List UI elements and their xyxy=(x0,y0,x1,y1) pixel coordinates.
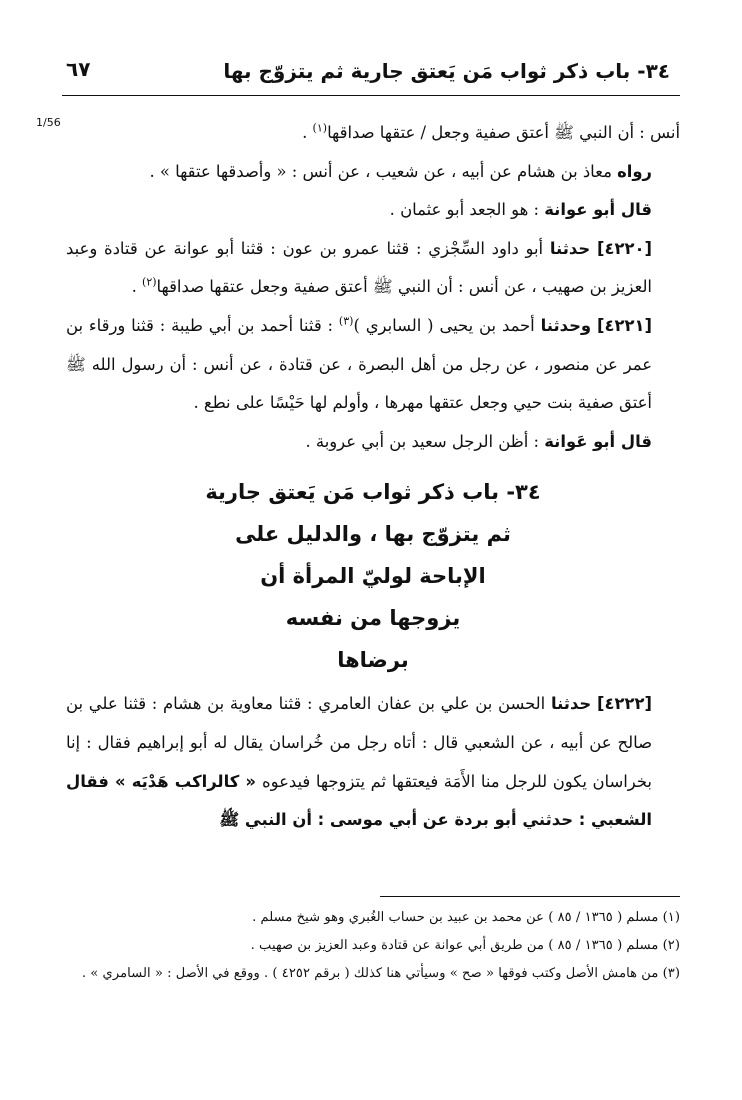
footnote-3: (٣) من هامش الأصل وكتب فوقها « صح » وسيأتي هنا كذلك ( برقم ٤٢٥٢ ) . ووقع في الأصل : « السامري » . xyxy=(81,966,680,981)
hadith-number: [٤٢٢٢] xyxy=(596,694,652,714)
lead-word: وحدثنا xyxy=(540,315,592,335)
text-run: « كالراكب هَدْيَه » فقال الشعبي : حدثني أبو بردة عن أبي موسى : أن النبي ﷺ xyxy=(66,771,652,830)
paragraph-abu-awana-2 xyxy=(66,423,680,462)
chapter-heading-line: ثم يتزوّج بها ، والدليل على xyxy=(235,522,511,547)
footnote-rule xyxy=(380,896,680,897)
main-text xyxy=(66,114,680,840)
hadith-4222 xyxy=(66,685,680,839)
text-run: معاذ بن هشام عن أبيه ، عن شعيب ، عن أنس : « وأصدقها عتقها » . xyxy=(149,161,618,181)
paragraph-abu-awana-1 xyxy=(66,191,680,230)
chapter-heading-line: برضاها xyxy=(337,648,409,673)
chapter-heading-line: الإباحة لوليّ المرأة أن xyxy=(260,564,486,589)
hadith-4221 xyxy=(66,307,680,423)
text-run: الحسن بن علي بن عفان العامري : قثنا معاوية بن هشام : قثنا علي بن صالح عن أبيه ، عن الشعبي قال : أتاه رجل من خُراسان يقال له أبو إبراهيم فقال : إنا بخراسان يكون للرجل منا الأَمَة فيعتقها ثم يتزوجها فيدعوه xyxy=(66,694,652,791)
footnotes xyxy=(66,904,680,988)
lead-word: حدثنا xyxy=(549,238,591,258)
lead-word: قال أبو عوانة xyxy=(544,200,652,220)
text-run: : أظن الرجل سعيد بن أبي عروبة . xyxy=(305,431,545,451)
lead-word: قال أبو عَوانة xyxy=(544,431,652,451)
running-header-title: ٣٤- باب ذكر ثواب مَن يَعتق جارية ثم يتزوّج بها xyxy=(223,59,670,83)
text-run: أبو داود السِّجْزي : قثنا عمرو بن عون : قثنا أبو عوانة عن قتادة وعبد العزيز بن صهيب ، عن أنس : أن النبي ﷺ أعتق صفية وجعل عتقها صداقها xyxy=(66,238,652,297)
hadith-number: [٤٢٢١] xyxy=(596,315,652,335)
footnote-ref-2[interactable]: (٢) xyxy=(142,275,157,289)
hadith-4220 xyxy=(66,230,680,307)
footnote-2: (٢) مسلم ( ١٣٦٥ / ٨٥ ) من طريق أبي عوانة عن قتادة وعبد العزيز بن صهيب . xyxy=(250,938,680,953)
chapter-heading xyxy=(66,471,680,681)
text-run: : هو الجعد أبو عثمان . xyxy=(389,200,545,220)
text-run: أنس : أن النبي ﷺ أعتق صفية وجعل / عتقها صداقها xyxy=(327,123,680,142)
text-run: أحمد بن يحيى ( السابري ) xyxy=(353,315,541,335)
header-rule xyxy=(62,95,680,96)
footnote-1: (١) مسلم ( ١٣٦٥ / ٨٥ ) عن محمد بن عبيد بن حساب الغُبري وهو شيخ مسلم . xyxy=(252,910,680,925)
lead-word: حدثنا xyxy=(550,694,592,714)
footnote-ref-1[interactable]: (١) xyxy=(312,121,328,135)
text-run: : قثنا أحمد بن أبي طيبة : قثنا ورقاء بن عمر عن منصور ، عن رجل من أهل البصرة ، عن قتادة ، عن أنس : أن رسول الله ﷺ أعتق صفية بنت حيي وجعل عتقها مهرها ، وأولم لها حَيْسًا على نطع . xyxy=(66,315,652,413)
lead-word: رواه xyxy=(617,161,652,181)
page-number: ٦٧ xyxy=(66,57,91,81)
chapter-heading-line: يزوجها من نفسه xyxy=(285,606,461,631)
hadith-number: [٤٢٢٠] xyxy=(596,238,652,258)
paragraph-anas xyxy=(66,114,680,153)
text-run: . xyxy=(302,123,313,142)
chapter-heading-line: ٣٤- باب ذكر ثواب مَن يَعتق جارية xyxy=(205,480,541,505)
paragraph-riwayah xyxy=(66,153,680,192)
text-run: . xyxy=(131,277,143,297)
footnote-ref-3[interactable]: (٣) xyxy=(338,314,354,328)
manuscript-folio-ref: 1/56 xyxy=(36,116,61,129)
